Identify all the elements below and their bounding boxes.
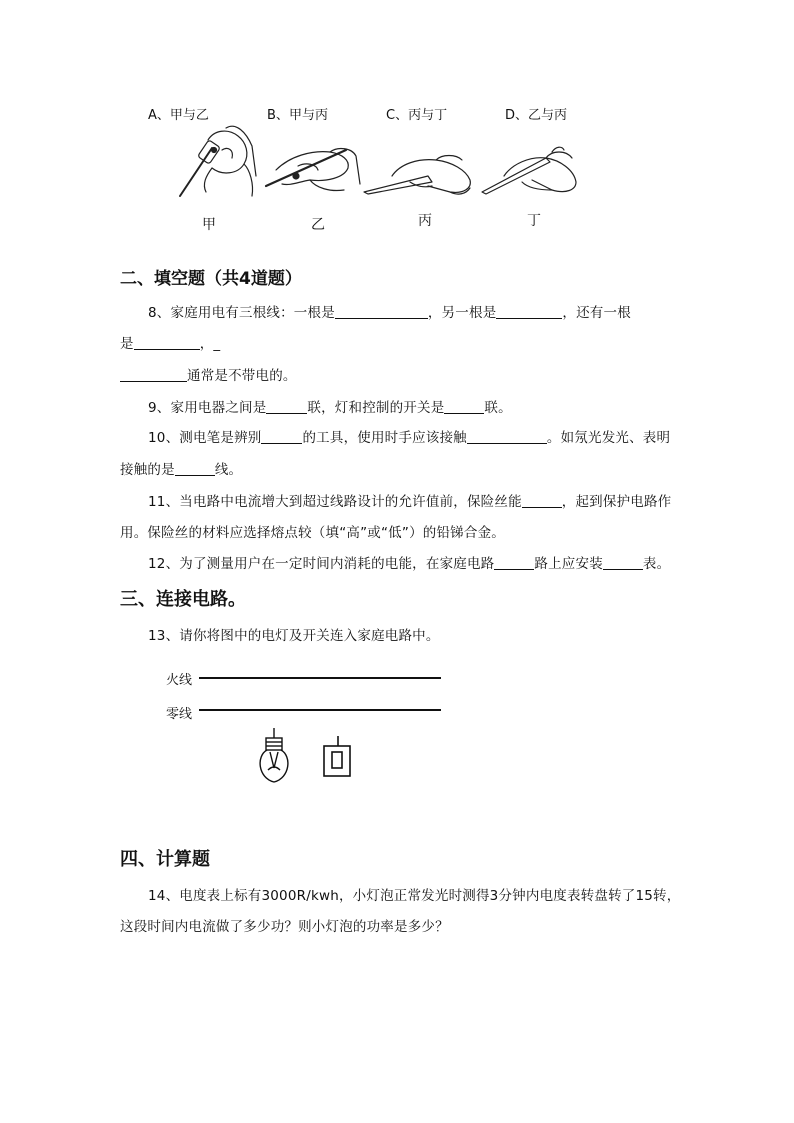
question-8-line-1: 8、家庭用电有三根线：一根是 ，另一根是 ，还有一根 [148, 305, 631, 321]
figure-label-yi: 乙 [311, 217, 325, 233]
switch-icon [324, 736, 350, 776]
figure-label-jia: 甲 [202, 217, 216, 233]
question-13: 13、请你将图中的电灯及开关连入家庭电路中。 [148, 628, 440, 644]
figure-label-bing: 丙 [418, 213, 432, 229]
question-10-line-2: 接触的是 线。 [120, 462, 243, 478]
option-b: B、甲与丙 [267, 108, 328, 123]
neutral-wire-label: 零线 [166, 707, 193, 722]
question-12: 12、为了测量用户在一定时间内消耗的电能，在家庭电路 路上应安装 表。 [148, 556, 671, 572]
option-d: D、乙与丙 [505, 108, 568, 123]
section-2-title: 二、填空题（共4道题） [120, 269, 302, 289]
question-11-line-1: 11、当电路中电流增大到超过线路设计的允许值前，保险丝能 ，起到保护电路作 [148, 494, 672, 510]
live-wire-label: 火线 [166, 673, 193, 688]
figure-label-ding: 丁 [527, 213, 541, 229]
question-14-line-1: 14、电度表上标有3000R/kwh，小灯泡正常发光时测得3分钟内电度表转盘转了15转， [148, 888, 681, 904]
question-8-line-3: 通常是不带电的。 [120, 364, 297, 384]
question-14-line-2: 这段时间内电流做了多少功？则小灯泡的功率是多少？ [120, 919, 449, 935]
option-c: C、丙与丁 [386, 108, 448, 123]
question-8-line-2: 是 ，_ [120, 336, 221, 352]
question-9: 9、家用电器之间是 联，灯和控制的开关是 联。 [148, 400, 512, 416]
option-a: A、甲与乙 [148, 108, 209, 123]
question-10-line-1: 10、测电笔是辨别 的工具，使用时手应该接触 。如氖光发光、表明 [148, 430, 671, 446]
light-bulb-icon [260, 728, 288, 782]
section-4-title: 四、计算题 [120, 849, 210, 870]
question-11-line-2: 用。保险丝的材料应选择熔点较（填“高”或“低”）的铅锑合金。 [120, 525, 505, 541]
section-3-title: 三、连接电路。 [120, 589, 246, 610]
